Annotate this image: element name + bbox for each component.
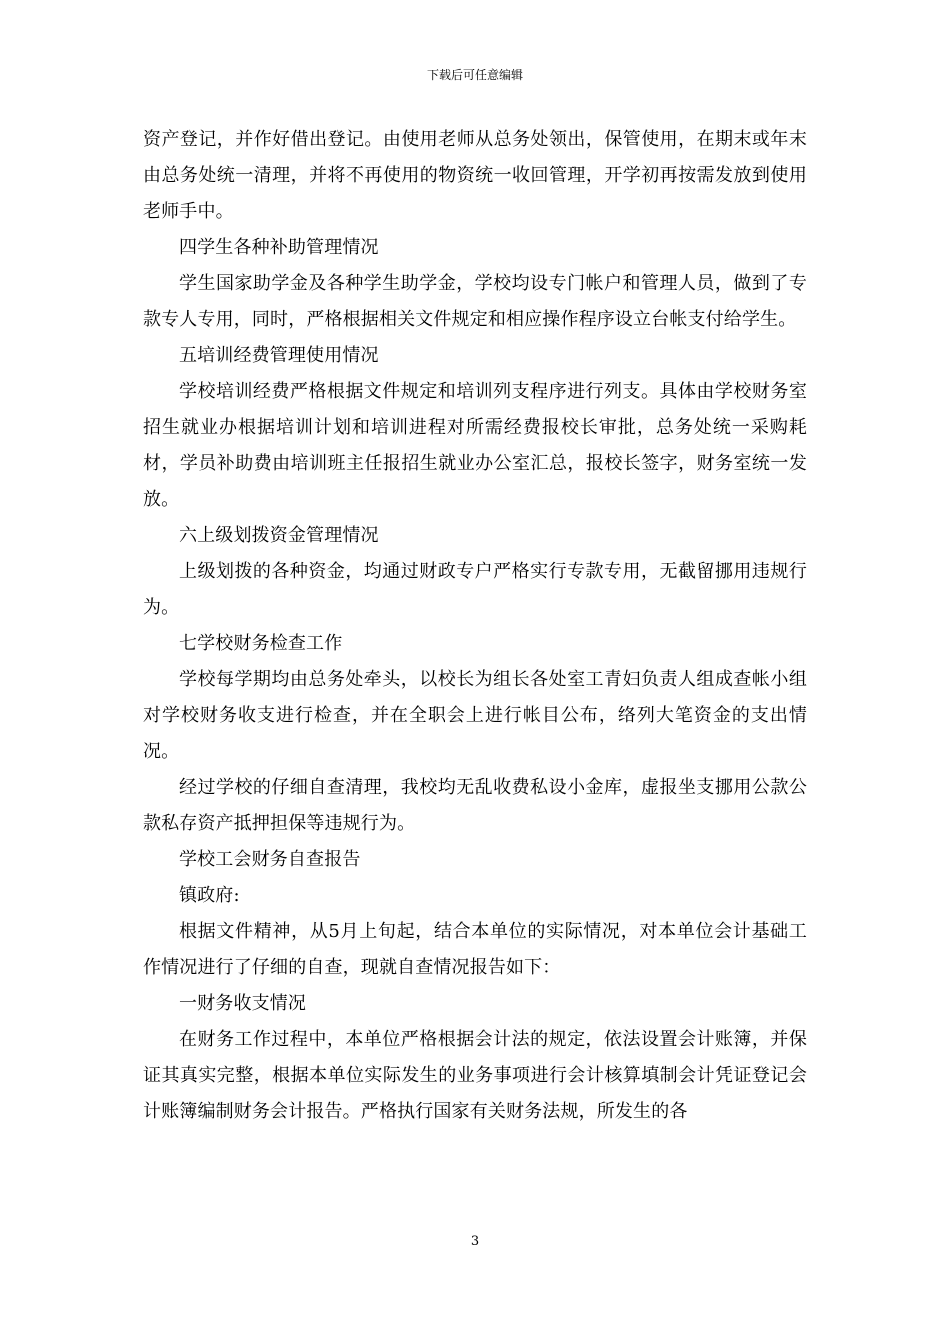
paragraph-asset-registration: 资产登记，并作好借出登记。由使用老师从总务处领出，保管使用，在期末或年末由总务处统一清理，并将不再使用的物资统一收回管理，开学初再按需发放到使用老师手中。 (143, 129, 807, 222)
document-body (143, 122, 807, 1130)
page-header: 下载后可任意编辑 (426, 68, 523, 82)
section-heading-finance-inspection: 七学校财务检查工作 (179, 633, 343, 654)
page-number: 3 (470, 1234, 480, 1249)
paragraph-income-expenditure: 在财务工作过程中，本单位严格根据会计法的规定，依法设置会计账簿，并保证其真实完整，根据本单位实际发生的业务事项进行会计核算填制会计凭证登记会计账簿编制财务会计报告。严格执行国家有关财务法规，所发生的各 (143, 1029, 807, 1122)
section-heading-allocated-funds: 六上级划拨资金管理情况 (179, 525, 379, 546)
section-heading-training-funds: 五培训经费管理使用情况 (179, 345, 379, 366)
paragraph-report-intro: 根据文件精神，从5月上旬起，结合本单位的实际情况，对本单位会计基础工作情况进行了仔细的自查，现就自查情况报告如下： (143, 921, 807, 978)
paragraph-self-check-conclusion: 经过学校的仔细自查清理，我校均无乱收费私设小金库，虚报坐支挪用公款公款私存资产抵押担保等违规行为。 (143, 777, 807, 834)
paragraph-finance-inspection: 学校每学期均由总务处牵头，以校长为组长各处室工青妇负责人组成查帐小组对学校财务收支进行检查，并在全职会上进行帐目公布，络列大笔资金的支出情况。 (143, 669, 807, 762)
paragraph-student-subsidy: 学生国家助学金及各种学生助学金，学校均设专门帐户和管理人员，做到了专款专人专用，同时，严格根据相关文件规定和相应操作程序设立台帐支付给学生。 (143, 273, 807, 330)
section-heading-income-expenditure: 一财务收支情况 (179, 993, 307, 1014)
section-heading-student-subsidy: 四学生各种补助管理情况 (179, 237, 379, 258)
paragraph-allocated-funds: 上级划拨的各种资金，均通过财政专户严格实行专款专用，无截留挪用违规行为。 (143, 561, 807, 618)
report-salutation: 镇政府: (179, 885, 240, 906)
paragraph-training-funds: 学校培训经费严格根据文件规定和培训列支程序进行列支。具体由学校财务室招生就业办根据培训计划和培训进程对所需经费报校长审批，总务处统一采购耗材，学员补助费由培训班主任报招生就业办公室汇总，报校长签字，财务室统一发放。 (143, 381, 807, 510)
report-title: 学校工会财务自查报告 (179, 849, 361, 870)
